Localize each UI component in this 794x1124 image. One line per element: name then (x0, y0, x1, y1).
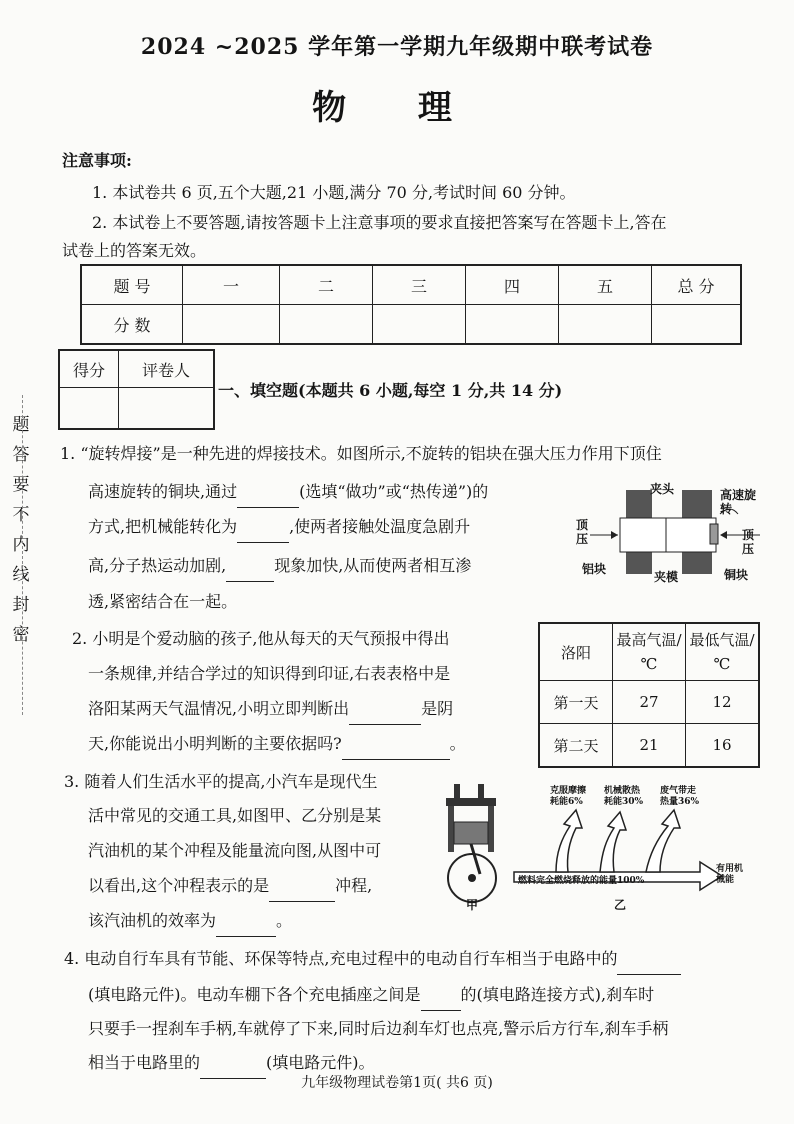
exam-title: 2024 ~2025 学年第一学期九年级期中联考试卷 (140, 34, 654, 60)
q2-line-3 (88, 692, 453, 725)
q4-text: (填电路元件)。电动车棚下各个充电插座之间是 (88, 985, 421, 1004)
q4-text: 相当于电路里的 (88, 1053, 201, 1072)
page-footer: 九年级物理试卷第1页( 共6 页) (301, 1075, 493, 1091)
grader-box (58, 349, 215, 430)
q3-blank-2[interactable] (216, 936, 276, 937)
score-col-3: 三 (373, 265, 466, 305)
q4-line-2 (88, 978, 654, 1011)
score-cell[interactable] (559, 305, 652, 345)
grader-name-label: 评卷人 (119, 350, 215, 388)
score-cell[interactable] (373, 305, 466, 345)
seal-char: 密 (12, 625, 30, 645)
seal-char: 题 (12, 415, 30, 435)
q2-line-1: 2. 小明是个爱动脑的孩子,他从每天的天气预报中得出 (72, 629, 450, 648)
flow-mechanical-loss-label: 机械散热耗能30% (604, 786, 644, 807)
label-aluminum-block: 铝块 (582, 562, 607, 576)
seal-char: 不 (12, 505, 30, 525)
score-col-5: 五 (559, 265, 652, 305)
q2-text: 。 (449, 734, 466, 753)
q1-line-3 (88, 510, 470, 543)
q1-blank-3[interactable] (226, 581, 274, 582)
engine-svg (432, 782, 512, 912)
label-press-left: 顶压 (576, 518, 589, 546)
weather-day-1-low: 12 (686, 681, 760, 724)
score-col-2: 二 (280, 265, 373, 305)
q3-line-3: 汽油机的某个冲程及能量流向图,从图中可 (88, 841, 382, 860)
weather-day-2: 第二天 (539, 724, 613, 768)
q1-text: (选填“做功”或“热传递”)的 (299, 482, 489, 501)
seal-char: 答 (12, 445, 30, 465)
score-col-total: 总 分 (652, 265, 742, 305)
weather-day-1-high: 27 (613, 681, 686, 724)
section-1-title: 一、填空题(本题共 6 小题,每空 1 分,共 14 分) (218, 381, 563, 400)
engine-stroke-figure (432, 782, 512, 912)
score-cell[interactable] (183, 305, 280, 345)
grader-name-cell[interactable] (119, 388, 215, 430)
grader-score-label: 得分 (59, 350, 119, 388)
weather-day-2-high: 21 (613, 724, 686, 768)
label-clamp-head: 夹头 (650, 482, 675, 496)
seal-char: 封 (12, 595, 30, 615)
seal-char: 要 (12, 475, 30, 495)
weather-table (538, 622, 760, 768)
figure-a-label: 甲 (466, 898, 479, 912)
flow-exhaust-label: 废气带走热量36% (660, 786, 700, 807)
score-table (80, 264, 742, 345)
flow-friction-label: 克服摩擦耗能6% (550, 786, 587, 807)
seal-line (22, 395, 24, 715)
q3-text: 冲程, (335, 876, 373, 895)
q4-text: (填电路元件)。 (266, 1053, 375, 1072)
weather-day-2-low: 16 (686, 724, 760, 768)
q3-blank-1[interactable] (269, 901, 335, 902)
label-high-speed-rotate: 高速旋转 (720, 488, 757, 516)
notes-heading: 注意事项: (62, 151, 132, 170)
note-item-2: 2. 本试卷上不要答题,请按答题卡上注意事项的要求直接把答案写在答题卡上,答在 (92, 213, 667, 232)
label-clamp-mold: 夹模 (654, 570, 679, 584)
q3-line-5 (88, 904, 292, 937)
q1-text: ,使两者接触处温度急剧升 (289, 517, 471, 536)
seal-char: 线 (12, 565, 30, 585)
figure-b-label: 乙 (614, 898, 627, 912)
energy-flow-figure (510, 782, 750, 912)
q1-text: 高,分子热运动加剧, (88, 556, 227, 575)
score-table-header-label: 题 号 (81, 265, 183, 305)
subject-title: 物 理 (312, 88, 482, 128)
q1-text: 现象加快,从而使两者相互渗 (274, 556, 472, 575)
q2-text: 是阴 (421, 699, 454, 718)
q4-line-1 (64, 942, 681, 975)
flow-total-label: 燃料完全燃烧释放的能量100% (518, 876, 645, 886)
q2-line-4 (88, 727, 466, 760)
q3-text: 该汽油机的效率为 (88, 911, 217, 930)
score-cell[interactable] (652, 305, 742, 345)
note-item-1: 1. 本试卷共 6 页,五个大题,21 小题,满分 70 分,考试时间 60 分钟。 (92, 183, 576, 202)
grader-score-cell[interactable] (59, 388, 119, 430)
label-copper-block: 铜块 (724, 568, 749, 582)
q1-blank-2[interactable] (237, 542, 289, 543)
weather-high-header: 最高气温/℃ (613, 623, 686, 681)
note-item-2-cont: 试卷上的答案无效。 (62, 241, 207, 260)
label-press-right: 顶压 (742, 528, 755, 556)
score-col-1: 一 (183, 265, 280, 305)
q1-line-1: 1. “旋转焊接”是一种先进的焊接技术。如图所示,不旋转的铝块在强大压力作用下顶住 (60, 444, 662, 463)
q1-blank-1[interactable] (237, 507, 299, 508)
q3-line-4 (88, 869, 372, 902)
q1-line-2 (88, 475, 488, 508)
q1-line-5: 透,紧密结合在一起。 (88, 592, 238, 611)
q2-blank-1[interactable] (349, 724, 421, 725)
q1-line-4 (88, 549, 471, 582)
q4-text: 的(填电路连接方式),刹车时 (460, 985, 655, 1004)
q4-line-3: 只要手一捏刹车手柄,车就停了下来,同时后边刹车灯也点亮,警示后方行车,刹车手柄 (88, 1019, 669, 1038)
score-cell[interactable] (466, 305, 559, 345)
welding-diagram (570, 480, 788, 590)
weather-low-header: 最低气温/℃ (686, 623, 760, 681)
flow-useful-label: 有用机械能 (716, 864, 744, 885)
q3-text: 以看出,这个冲程表示的是 (88, 876, 270, 895)
q2-text: 天,你能说出小明判断的主要依据吗? (88, 734, 342, 753)
q1-text: 高速旋转的铜块,通过 (88, 482, 238, 501)
q4-blank-2[interactable] (421, 1010, 461, 1011)
score-row-label: 分 数 (81, 305, 183, 345)
score-cell[interactable] (280, 305, 373, 345)
q2-blank-2[interactable] (342, 759, 450, 760)
q2-text: 洛阳某两天气温情况,小明立即判断出 (88, 699, 350, 718)
weather-city: 洛阳 (539, 623, 613, 681)
q3-text: 。 (276, 911, 293, 930)
q2-line-2: 一条规律,并结合学过的知识得到印证,右表表格中是 (88, 664, 451, 683)
q4-blank-1[interactable] (617, 974, 681, 975)
score-col-4: 四 (466, 265, 559, 305)
q1-text: 方式,把机械能转化为 (88, 517, 238, 536)
seal-char: 内 (12, 535, 30, 555)
seal-line-text (8, 410, 34, 650)
q3-line-2: 活中常见的交通工具,如图甲、乙分别是某 (88, 806, 382, 825)
q4-text: 4. 电动自行车具有节能、环保等特点,充电过程中的电动自行车相当于电路中的 (64, 949, 618, 968)
weather-day-1: 第一天 (539, 681, 613, 724)
q3-line-1: 3. 随着人们生活水平的提高,小汽车是现代生 (64, 772, 378, 791)
